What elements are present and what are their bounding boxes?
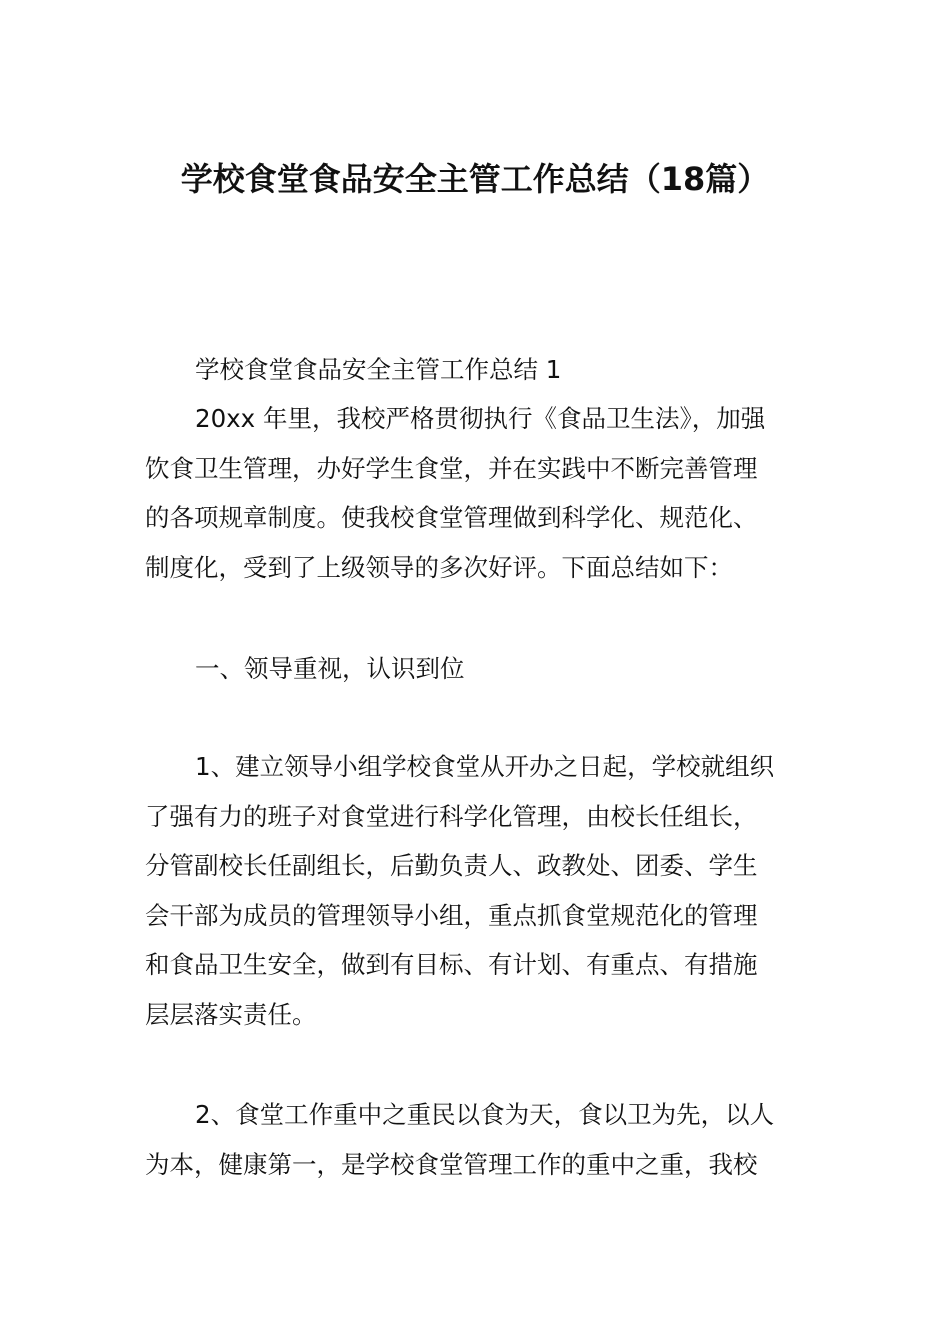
paragraph-line: 20xx 年里，我校严格贯彻执行《食品卫生法》，加强 [195,404,766,433]
paragraph-2 [145,742,809,1040]
paragraph-line: 饮食卫生管理，办好学生食堂，并在实践中不断完善管理 [145,453,758,483]
subtitle-line: 学校食堂食品安全主管工作总结 1 [195,355,562,384]
paragraph-line: 和食品卫生安全，做到有目标、有计划、有重点、有措施 [145,950,758,980]
paragraph-line: 1、建立领导小组学校食堂从开办之日起，学校就组织 [195,752,775,781]
paragraph-line: 层层落实责任。 [145,999,317,1029]
paragraph-line: 2、食堂工作重中之重民以食为天，食以卫为先，以人 [195,1100,775,1129]
paragraph-line: 分管副校长任副组长，后勤负责人、政教处、团委、学生 [145,851,758,881]
paragraph-line: 制度化，受到了上级领导的多次好评。下面总结如下： [145,552,733,582]
paragraph-line: 的各项规章制度。使我校食堂管理做到科学化、规范化、 [145,503,758,533]
paragraph-line: 会干部为成员的管理领导小组，重点抓食堂规范化的管理 [145,900,758,930]
paragraph-1 [145,394,809,592]
section-subtitle [145,345,809,395]
heading-line: 一、领导重视，认识到位 [195,654,465,683]
paragraph-line: 了强有力的班子对食堂进行科学化管理，由校长任组长， [145,801,758,831]
paragraph-3 [145,1090,809,1189]
document-title: 学校食堂食品安全主管工作总结（18篇） [180,160,770,198]
section-heading [145,644,809,694]
paragraph-line: 为本，健康第一，是学校食堂管理工作的重中之重，我校 [145,1149,758,1179]
